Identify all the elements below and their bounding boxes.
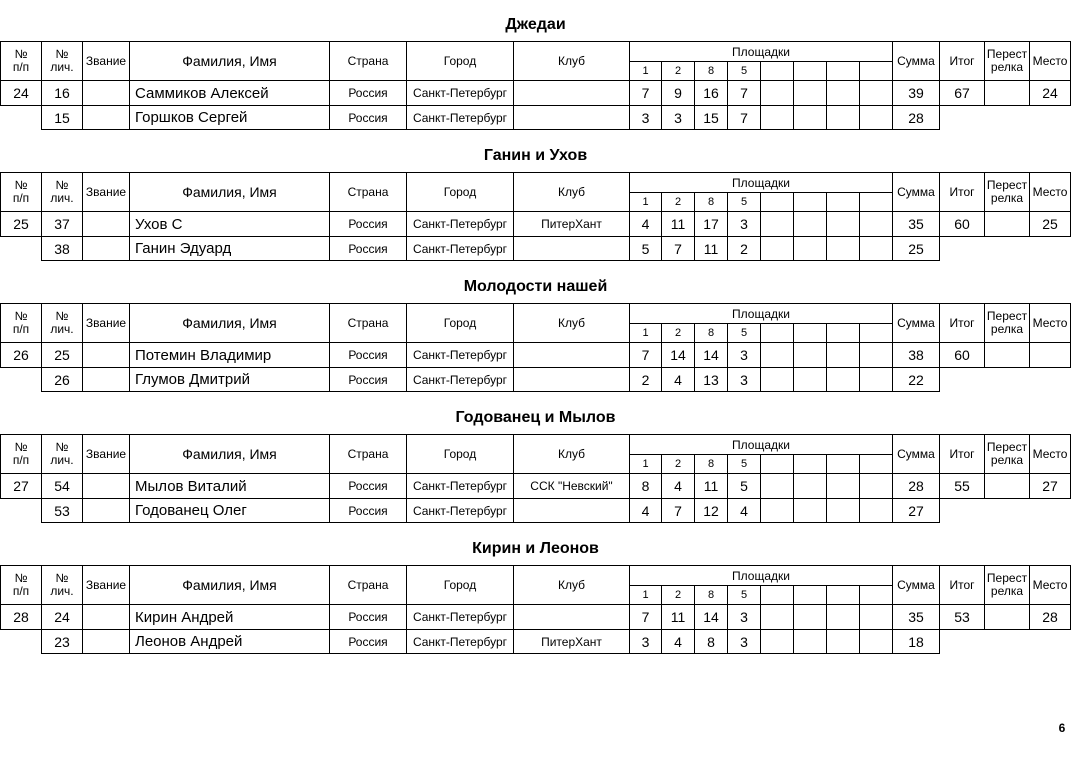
platform-score: 4 <box>661 367 695 392</box>
header-platforms: Площадки <box>629 303 893 324</box>
platform-score <box>793 629 827 654</box>
platform-score: 3 <box>629 629 662 654</box>
shootoff-cell <box>984 80 1030 106</box>
team-number: 24 <box>0 80 42 106</box>
city-cell: Санкт-Петербург <box>406 498 514 523</box>
platform-score: 16 <box>694 80 728 106</box>
platform-score <box>859 211 893 237</box>
header-sum: Сумма <box>892 303 940 343</box>
header-lich: № лич. <box>41 41 83 81</box>
header-platform-col: 5 <box>727 323 761 343</box>
personal-number: 26 <box>41 367 83 392</box>
header-platform-col <box>826 192 860 212</box>
sum-cell: 28 <box>892 473 940 499</box>
personal-number: 16 <box>41 80 83 106</box>
total-cell: 53 <box>939 604 985 630</box>
header-lich: № лич. <box>41 172 83 212</box>
athlete-name: Саммиков Алексей <box>129 80 330 106</box>
platform-score <box>859 236 893 261</box>
header-platforms: Площадки <box>629 565 893 586</box>
team-block <box>0 0 1071 131</box>
sum-cell: 38 <box>892 342 940 368</box>
platform-score <box>760 342 794 368</box>
header-platform-col <box>793 585 827 605</box>
header-platform-col <box>793 323 827 343</box>
country-cell: Россия <box>329 236 407 261</box>
platform-score <box>793 498 827 523</box>
platform-score <box>760 80 794 106</box>
team-title: Молодости нашей <box>463 278 608 295</box>
header-club: Клуб <box>513 434 630 474</box>
header-total: Итог <box>939 565 985 605</box>
header-total: Итог <box>939 434 985 474</box>
country-cell: Россия <box>329 473 407 499</box>
header-country: Страна <box>329 303 407 343</box>
platform-score: 7 <box>661 498 695 523</box>
platform-score <box>793 236 827 261</box>
header-club: Клуб <box>513 303 630 343</box>
platform-score: 8 <box>629 473 662 499</box>
header-pp: № п/п <box>0 303 42 343</box>
platform-score: 3 <box>727 211 761 237</box>
city-cell: Санкт-Петербург <box>406 473 514 499</box>
personal-number: 24 <box>41 604 83 630</box>
header-platform-col <box>760 585 794 605</box>
header-place: Место <box>1029 303 1071 343</box>
club-cell <box>513 498 630 523</box>
platform-score <box>793 342 827 368</box>
header-platform-col: 8 <box>694 61 728 81</box>
team-title: Джедаи <box>505 16 566 33</box>
platform-score <box>760 105 794 130</box>
team-number: 26 <box>0 342 42 368</box>
header-rank: Звание <box>82 41 130 81</box>
header-platform-col <box>859 454 893 474</box>
header-place: Место <box>1029 41 1071 81</box>
header-platform-col <box>859 585 893 605</box>
header-platform-col <box>859 323 893 343</box>
header-rank: Звание <box>82 565 130 605</box>
header-platform-col <box>760 323 794 343</box>
place-cell <box>1029 342 1071 368</box>
header-platform-col <box>826 61 860 81</box>
header-name: Фамилия, Имя <box>129 41 330 81</box>
athlete-name: Годованец Олег <box>129 498 330 523</box>
page-number: 6 <box>1058 721 1066 735</box>
platform-score: 4 <box>661 629 695 654</box>
header-shootoff: Перест релка <box>984 565 1030 605</box>
header-shootoff: Перест релка <box>984 172 1030 212</box>
header-total: Итог <box>939 41 985 81</box>
rank-cell <box>82 604 130 630</box>
place-cell: 27 <box>1029 473 1071 499</box>
header-club: Клуб <box>513 41 630 81</box>
header-platform-col <box>826 454 860 474</box>
header-shootoff: Перест релка <box>984 303 1030 343</box>
platform-score: 7 <box>661 236 695 261</box>
header-club: Клуб <box>513 565 630 605</box>
header-rank: Звание <box>82 172 130 212</box>
platform-score: 7 <box>727 80 761 106</box>
team-number: 28 <box>0 604 42 630</box>
team-block <box>0 262 1071 393</box>
athlete-name: Ухов С <box>129 211 330 237</box>
platform-score: 11 <box>694 236 728 261</box>
header-pp: № п/п <box>0 41 42 81</box>
platform-score: 7 <box>727 105 761 130</box>
team-block <box>0 131 1071 262</box>
platform-score <box>826 367 860 392</box>
platform-score: 14 <box>661 342 695 368</box>
personal-number: 38 <box>41 236 83 261</box>
header-pp: № п/п <box>0 434 42 474</box>
header-rank: Звание <box>82 434 130 474</box>
shootoff-cell <box>984 604 1030 630</box>
platform-score: 5 <box>727 473 761 499</box>
platform-score <box>760 604 794 630</box>
header-sum: Сумма <box>892 565 940 605</box>
city-cell: Санкт-Петербург <box>406 367 514 392</box>
club-cell <box>513 80 630 106</box>
header-platform-col: 2 <box>661 192 695 212</box>
athlete-name: Ганин Эдуард <box>129 236 330 261</box>
header-platform-col: 8 <box>694 192 728 212</box>
header-platform-col <box>793 61 827 81</box>
place-cell: 24 <box>1029 80 1071 106</box>
platform-score <box>859 629 893 654</box>
city-cell: Санкт-Петербург <box>406 342 514 368</box>
header-city: Город <box>406 172 514 212</box>
sum-cell: 22 <box>892 367 940 392</box>
club-cell <box>513 236 630 261</box>
header-total: Итог <box>939 303 985 343</box>
country-cell: Россия <box>329 604 407 630</box>
header-city: Город <box>406 41 514 81</box>
platform-score: 11 <box>661 604 695 630</box>
sum-cell: 27 <box>892 498 940 523</box>
platform-score: 3 <box>629 105 662 130</box>
header-club: Клуб <box>513 172 630 212</box>
city-cell: Санкт-Петербург <box>406 236 514 261</box>
header-platform-col: 5 <box>727 192 761 212</box>
platform-score: 7 <box>629 604 662 630</box>
header-platform-col <box>760 61 794 81</box>
rank-cell <box>82 498 130 523</box>
team-number: 27 <box>0 473 42 499</box>
header-platform-col: 1 <box>629 454 662 474</box>
header-country: Страна <box>329 172 407 212</box>
athlete-name: Кирин Андрей <box>129 604 330 630</box>
athlete-name: Горшков Сергей <box>129 105 330 130</box>
header-city: Город <box>406 565 514 605</box>
country-cell: Россия <box>329 629 407 654</box>
platform-score: 8 <box>694 629 728 654</box>
platform-score <box>760 367 794 392</box>
header-country: Страна <box>329 41 407 81</box>
header-name: Фамилия, Имя <box>129 172 330 212</box>
club-cell: ССК "Невский" <box>513 473 630 499</box>
platform-score <box>826 211 860 237</box>
platform-score: 7 <box>629 342 662 368</box>
city-cell: Санкт-Петербург <box>406 629 514 654</box>
platform-score: 14 <box>694 342 728 368</box>
personal-number: 25 <box>41 342 83 368</box>
header-lich: № лич. <box>41 434 83 474</box>
rank-cell <box>82 105 130 130</box>
header-platform-col: 8 <box>694 585 728 605</box>
header-lich: № лич. <box>41 565 83 605</box>
city-cell: Санкт-Петербург <box>406 604 514 630</box>
platform-score <box>793 604 827 630</box>
header-platform-col: 2 <box>661 585 695 605</box>
rank-cell <box>82 211 130 237</box>
header-platform-col <box>859 192 893 212</box>
header-name: Фамилия, Имя <box>129 434 330 474</box>
club-cell <box>513 367 630 392</box>
header-lich: № лич. <box>41 303 83 343</box>
platform-score: 13 <box>694 367 728 392</box>
platform-score: 15 <box>694 105 728 130</box>
platform-score <box>793 80 827 106</box>
platform-score: 5 <box>629 236 662 261</box>
header-sum: Сумма <box>892 434 940 474</box>
rank-cell <box>82 473 130 499</box>
rank-cell <box>82 80 130 106</box>
header-sum: Сумма <box>892 172 940 212</box>
personal-number: 37 <box>41 211 83 237</box>
platform-score <box>859 604 893 630</box>
platform-score <box>793 105 827 130</box>
club-cell: ПитерХант <box>513 211 630 237</box>
country-cell: Россия <box>329 80 407 106</box>
place-cell: 28 <box>1029 604 1071 630</box>
header-platform-col: 2 <box>661 61 695 81</box>
platform-score: 3 <box>727 342 761 368</box>
shootoff-cell <box>984 211 1030 237</box>
team-title: Кирин и Леонов <box>472 540 599 557</box>
athlete-name: Глумов Дмитрий <box>129 367 330 392</box>
total-cell: 60 <box>939 211 985 237</box>
header-name: Фамилия, Имя <box>129 565 330 605</box>
platform-score: 4 <box>727 498 761 523</box>
header-platform-col: 2 <box>661 454 695 474</box>
city-cell: Санкт-Петербург <box>406 105 514 130</box>
platform-score <box>826 80 860 106</box>
header-name: Фамилия, Имя <box>129 303 330 343</box>
sum-cell: 25 <box>892 236 940 261</box>
personal-number: 54 <box>41 473 83 499</box>
team-block <box>0 393 1071 524</box>
platform-score: 14 <box>694 604 728 630</box>
platform-score: 3 <box>727 604 761 630</box>
platform-score <box>793 367 827 392</box>
platform-score: 3 <box>661 105 695 130</box>
header-platform-col: 5 <box>727 585 761 605</box>
platform-score <box>826 236 860 261</box>
sum-cell: 39 <box>892 80 940 106</box>
platform-score <box>859 367 893 392</box>
sum-cell: 35 <box>892 604 940 630</box>
platform-score: 4 <box>629 211 662 237</box>
sum-cell: 18 <box>892 629 940 654</box>
athlete-name: Мылов Виталий <box>129 473 330 499</box>
header-platform-col <box>793 192 827 212</box>
platform-score <box>859 342 893 368</box>
club-cell <box>513 105 630 130</box>
platform-score: 9 <box>661 80 695 106</box>
club-cell: ПитерХант <box>513 629 630 654</box>
total-cell: 60 <box>939 342 985 368</box>
platform-score: 4 <box>661 473 695 499</box>
platform-score: 2 <box>727 236 761 261</box>
header-platform-col <box>793 454 827 474</box>
platform-score <box>826 473 860 499</box>
team-title: Годованец и Мылов <box>455 409 616 426</box>
city-cell: Санкт-Петербург <box>406 80 514 106</box>
header-platform-col: 5 <box>727 454 761 474</box>
header-platform-col <box>859 61 893 81</box>
header-platform-col <box>826 323 860 343</box>
header-total: Итог <box>939 172 985 212</box>
header-country: Страна <box>329 434 407 474</box>
sum-cell: 28 <box>892 105 940 130</box>
shootoff-cell <box>984 342 1030 368</box>
rank-cell <box>82 367 130 392</box>
personal-number: 15 <box>41 105 83 130</box>
header-pp: № п/п <box>0 172 42 212</box>
club-cell <box>513 342 630 368</box>
header-platform-col <box>760 454 794 474</box>
platform-score: 3 <box>727 629 761 654</box>
platform-score <box>826 498 860 523</box>
platform-score: 11 <box>694 473 728 499</box>
platform-score <box>760 211 794 237</box>
platform-score: 12 <box>694 498 728 523</box>
header-country: Страна <box>329 565 407 605</box>
header-platform-col: 2 <box>661 323 695 343</box>
team-block <box>0 524 1071 655</box>
country-cell: Россия <box>329 367 407 392</box>
country-cell: Россия <box>329 342 407 368</box>
header-shootoff: Перест релка <box>984 434 1030 474</box>
platform-score <box>859 498 893 523</box>
platform-score <box>793 211 827 237</box>
personal-number: 53 <box>41 498 83 523</box>
platform-score: 17 <box>694 211 728 237</box>
country-cell: Россия <box>329 211 407 237</box>
platform-score <box>826 342 860 368</box>
platform-score <box>760 236 794 261</box>
header-platforms: Площадки <box>629 434 893 455</box>
header-place: Место <box>1029 565 1071 605</box>
team-number: 25 <box>0 211 42 237</box>
header-platform-col: 1 <box>629 61 662 81</box>
country-cell: Россия <box>329 105 407 130</box>
city-cell: Санкт-Петербург <box>406 211 514 237</box>
header-sum: Сумма <box>892 41 940 81</box>
platform-score <box>859 105 893 130</box>
header-platform-col: 8 <box>694 454 728 474</box>
platform-score: 3 <box>727 367 761 392</box>
header-city: Город <box>406 434 514 474</box>
total-cell: 67 <box>939 80 985 106</box>
header-city: Город <box>406 303 514 343</box>
header-platform-col: 5 <box>727 61 761 81</box>
platform-score <box>859 473 893 499</box>
platform-score: 2 <box>629 367 662 392</box>
athlete-name: Потемин Владимир <box>129 342 330 368</box>
personal-number: 23 <box>41 629 83 654</box>
header-platform-col: 1 <box>629 192 662 212</box>
platform-score <box>760 473 794 499</box>
shootoff-cell <box>984 473 1030 499</box>
header-platforms: Площадки <box>629 41 893 62</box>
country-cell: Россия <box>329 498 407 523</box>
platform-score <box>826 604 860 630</box>
platform-score <box>859 80 893 106</box>
header-platforms: Площадки <box>629 172 893 193</box>
club-cell <box>513 604 630 630</box>
header-platform-col: 1 <box>629 585 662 605</box>
platform-score: 11 <box>661 211 695 237</box>
team-title: Ганин и Ухов <box>483 147 588 164</box>
header-place: Место <box>1029 172 1071 212</box>
platform-score <box>760 498 794 523</box>
athlete-name: Леонов Андрей <box>129 629 330 654</box>
total-cell: 55 <box>939 473 985 499</box>
platform-score <box>793 473 827 499</box>
header-place: Место <box>1029 434 1071 474</box>
header-platform-col: 1 <box>629 323 662 343</box>
header-platform-col <box>826 585 860 605</box>
header-rank: Звание <box>82 303 130 343</box>
header-shootoff: Перест релка <box>984 41 1030 81</box>
header-platform-col: 8 <box>694 323 728 343</box>
rank-cell <box>82 629 130 654</box>
place-cell: 25 <box>1029 211 1071 237</box>
rank-cell <box>82 342 130 368</box>
rank-cell <box>82 236 130 261</box>
header-pp: № п/п <box>0 565 42 605</box>
platform-score: 4 <box>629 498 662 523</box>
platform-score: 7 <box>629 80 662 106</box>
header-platform-col <box>760 192 794 212</box>
sum-cell: 35 <box>892 211 940 237</box>
platform-score <box>826 629 860 654</box>
platform-score <box>826 105 860 130</box>
platform-score <box>760 629 794 654</box>
